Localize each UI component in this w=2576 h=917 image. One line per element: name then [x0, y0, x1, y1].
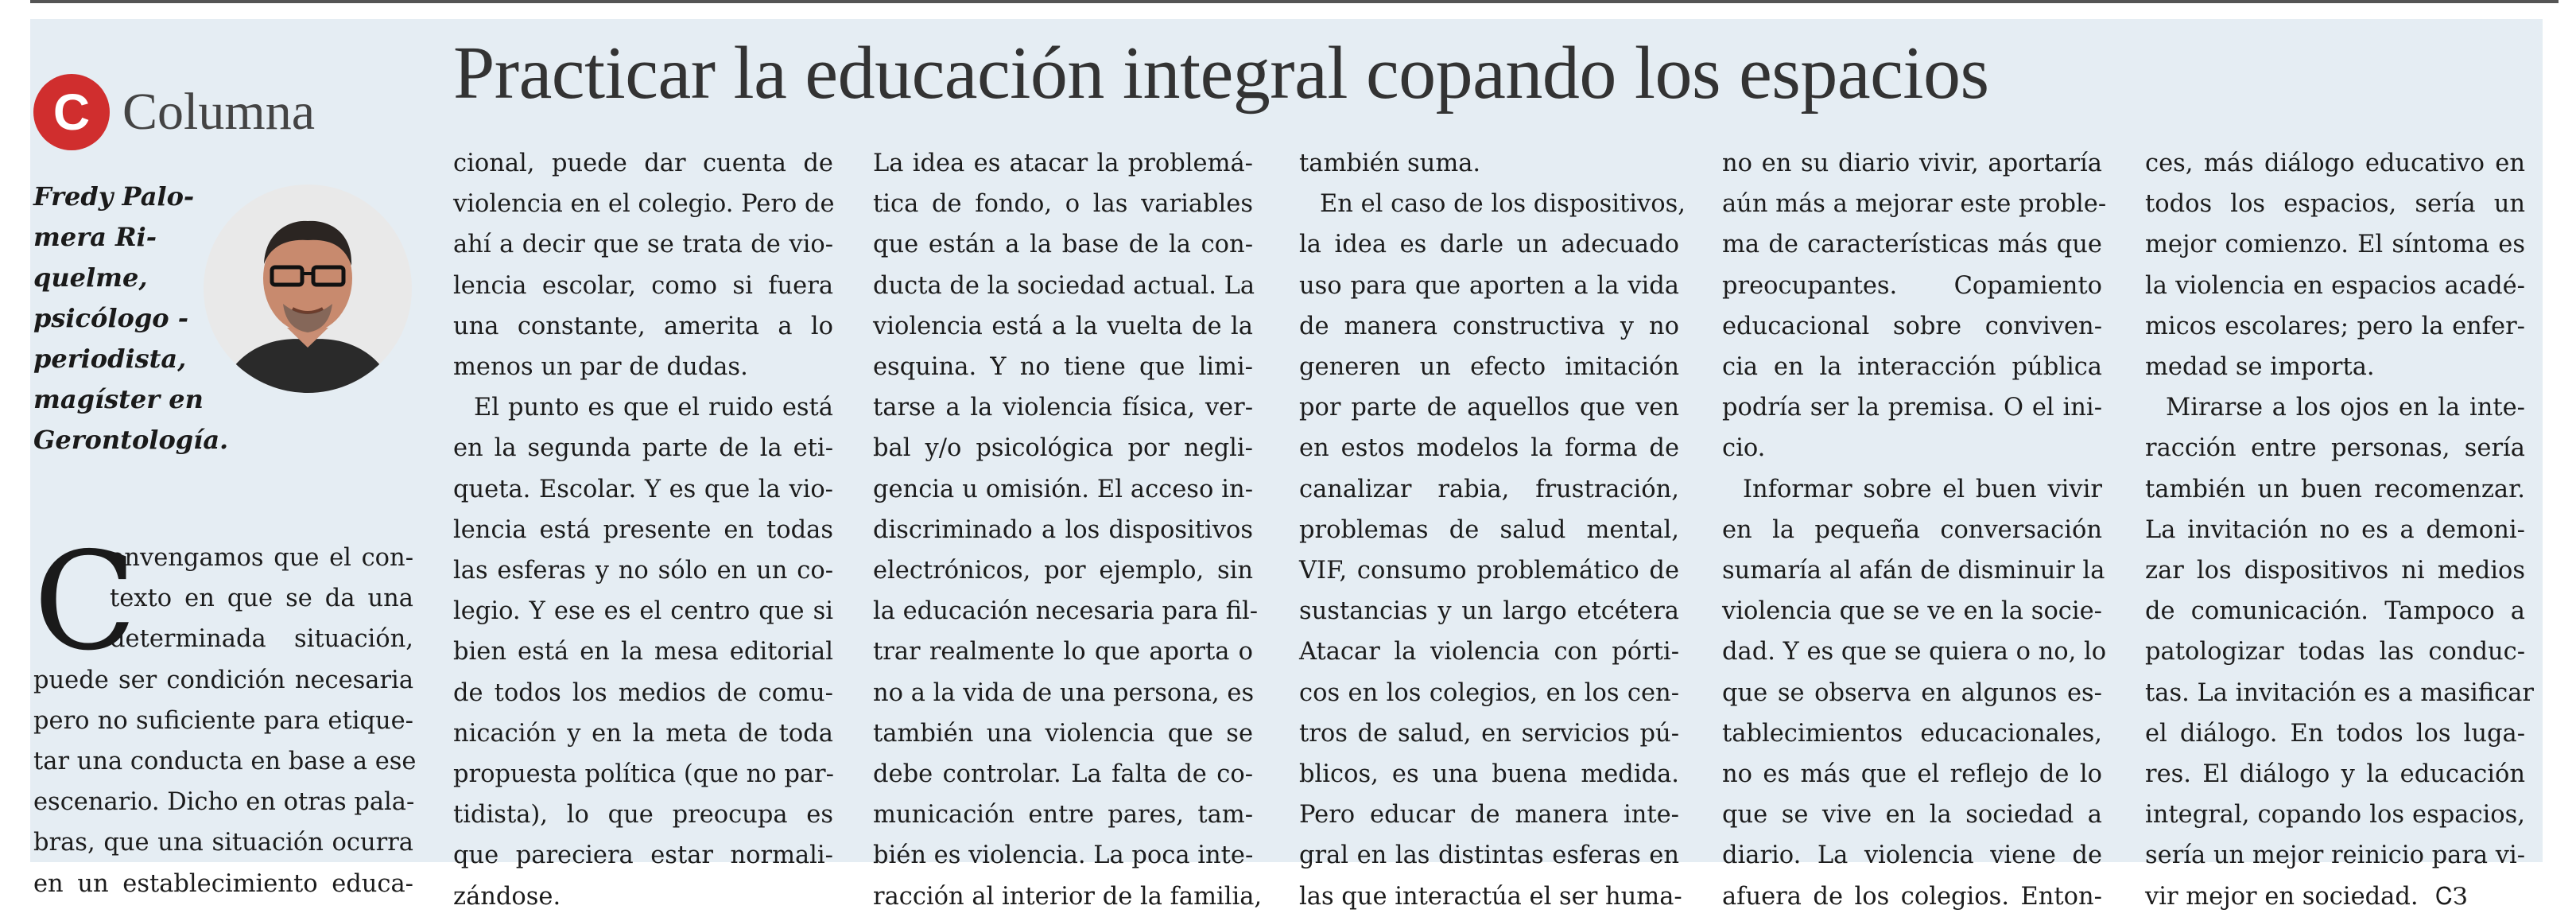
- article-text-line: no en su diario vivir, aportaría: [1722, 150, 2102, 177]
- author-byline-line: Fredy Palo-: [33, 181, 195, 212]
- section-badge-icon: C: [33, 74, 110, 150]
- article-text-line: en estos modelos la forma de: [1299, 434, 1679, 463]
- article-text-line: de manera constructiva y no: [1299, 312, 1679, 340]
- article-text-line: trar realmente lo que aporta o: [873, 638, 1253, 666]
- text-column-3: [873, 143, 1263, 917]
- article-text-line: VIF, consumo problemático de: [1299, 557, 1679, 585]
- top-rule: [30, 0, 2559, 3]
- article-text-line: en la pequeña conversación: [1722, 515, 2102, 544]
- article-text-line: que se observa en algunos es-: [1722, 678, 2102, 707]
- article-text-line: la educación necesaria para fil-: [873, 597, 1259, 626]
- article-text-line: micos escolares; pero la enfer-: [2145, 312, 2525, 340]
- author-byline-line: quelme,: [33, 262, 148, 293]
- article-text-line: problemas de salud mental,: [1299, 515, 1679, 544]
- article-text-line: pero no suficiente para etique-: [33, 706, 413, 735]
- article-text-line: Atacar la violencia con pórti-: [1299, 638, 1679, 666]
- article-text-line: en un establecimiento educa-: [33, 869, 413, 898]
- article-text-line: canalizar rabia, frustración,: [1299, 475, 1679, 503]
- text-column-6: [2145, 143, 2534, 917]
- article-text-line: res. El diálogo y la educación: [2145, 760, 2525, 789]
- article-text-line: La idea es atacar la problemá-: [873, 150, 1253, 177]
- article-text-line: no a la vida de una persona, es: [873, 678, 1255, 707]
- article-text-line: violencia en el colegio. Pero de: [453, 190, 835, 219]
- article-text-line: violencia está a la vuelta de la: [873, 312, 1253, 340]
- article-text-line: Informar sobre el buen vivir: [1743, 475, 2102, 503]
- article-text-line: también un buen recomenzar.: [2145, 475, 2525, 503]
- article-text-line: en la segunda parte de la eti-: [453, 434, 833, 463]
- article-text-line: preocupantes. Copamiento: [1722, 271, 2102, 300]
- article-text-line: de todos los medios de comu-: [453, 678, 833, 707]
- article-text-line: discriminado a los dispositivos: [873, 515, 1253, 544]
- article-text-line: determinada situación,: [110, 625, 413, 654]
- article-text-line: la violencia en espacios acadé-: [2145, 271, 2525, 300]
- article-text-line: tarse a la violencia física, ver-: [873, 394, 1253, 422]
- article-text-line: bal y/o psicológica por negli-: [873, 434, 1253, 463]
- article-text-line: podría ser la premisa. O el ini-: [1722, 394, 2102, 422]
- article-text-line: también suma.: [1299, 150, 1481, 177]
- article-text-line: sustancias y un largo etcétera: [1299, 597, 1679, 626]
- article-text-line: lencia escolar, como si fuera: [453, 271, 833, 300]
- article-text-line: tidista), lo que preocupa es: [453, 801, 833, 830]
- article-text-line: patologizar todas las conduc-: [2145, 638, 2525, 666]
- article-text-line: por parte de aquellos que ven: [1299, 394, 1679, 422]
- article-text-line: educacional sobre conviven-: [1722, 312, 2102, 340]
- article-text-line: bien está en la mesa editorial: [453, 638, 833, 666]
- article-text-line: que pareciera estar normali-: [453, 841, 833, 870]
- article-text-line: tica de fondo, o las variables: [873, 190, 1253, 219]
- article-text-line: tablecimientos educacionales,: [1722, 719, 2102, 748]
- article-text-line: Mirarse a los ojos en la inte-: [2166, 394, 2525, 422]
- article-text-line: legio. Y ese es el centro que si: [453, 597, 833, 626]
- article-text-line: gencia u omisión. El acceso in-: [873, 475, 1253, 503]
- text-column-5: [1722, 143, 2107, 917]
- article-text-line: uso para que aporten a la vida: [1299, 271, 1679, 300]
- article-text-line: violencia que se ve en la socie-: [1722, 597, 2102, 626]
- article-text-line: no es más que el reflejo de lo: [1722, 760, 2102, 789]
- article-text-line: dad. Y es que se quiera o no, lo: [1722, 638, 2107, 666]
- article-text-line: generen un efecto imitación: [1299, 353, 1679, 382]
- article-text-line: sumaría al afán de disminuir la: [1722, 557, 2105, 585]
- article-text-line: vir mejor en sociedad. ᏟЗ: [2145, 882, 2468, 911]
- article-text-line: zar los dispositivos ni medios: [2145, 557, 2525, 585]
- article-text-line: texto en que se da una: [110, 585, 413, 613]
- author-byline-line: psicólogo -: [33, 303, 189, 333]
- article-text-line: las esferas y no sólo en un co-: [453, 557, 833, 585]
- section-label: Columna: [122, 83, 315, 141]
- author-byline: [33, 177, 229, 460]
- article-text-line: bién es violencia. La poca inte-: [873, 841, 1254, 870]
- article-text-line: que están a la base de la con-: [873, 231, 1253, 259]
- article-text-line: cio.: [1722, 434, 1766, 463]
- article-text-line: ces, más diálogo educativo en: [2145, 150, 2525, 177]
- text-column-1: [33, 523, 417, 904]
- author-byline-line: Gerontología.: [33, 425, 229, 455]
- article-text-line: cional, puede dar cuenta de: [453, 150, 833, 177]
- article-text-line: una constante, amerita a lo: [453, 312, 833, 340]
- article-text-line: gral en las distintas esferas en: [1299, 841, 1679, 870]
- article-text-line: onvengamos que el con-: [110, 544, 413, 572]
- article-text-line: racción al interior de la familia,: [873, 882, 1263, 911]
- article-text-line: blicos, es una buena medida.: [1299, 760, 1679, 789]
- article-text-line: tas. La invitación es a masificar: [2145, 678, 2534, 707]
- article-text-line: zándose.: [453, 882, 561, 911]
- article-text-line: bras, que una situación ocurra: [33, 829, 413, 857]
- article-text-line: tros de salud, en servicios pú-: [1299, 719, 1679, 748]
- text-column-4: [1299, 143, 1686, 917]
- author-byline-line: magíster en: [33, 384, 204, 414]
- article-text-line: de comunicación. Tampoco a: [2145, 597, 2525, 626]
- article-text-line: El punto es que el ruido está: [474, 394, 833, 422]
- author-byline-line: mera Ri-: [33, 222, 157, 252]
- article-text-line: mejor comienzo. El síntoma es: [2145, 231, 2525, 259]
- article-text-line: esquina. Y no tiene que limi-: [873, 353, 1253, 382]
- article-text-line: el diálogo. En todos los luga-: [2145, 719, 2525, 748]
- article-text-line: municación entre pares, tam-: [873, 801, 1253, 830]
- article-text-line: cia en la interacción pública: [1722, 353, 2102, 382]
- author-portrait-icon: [204, 185, 412, 393]
- article-text-line: ducta de la sociedad actual. La: [873, 271, 1255, 300]
- article-text-line: Pero educar de manera inte-: [1299, 801, 1679, 830]
- section-tag: [33, 73, 315, 151]
- article-text-line: ma de características más que: [1722, 231, 2102, 259]
- article-text-line: propuesta política (que no par-: [453, 760, 834, 789]
- drop-cap: C: [33, 523, 138, 681]
- article-text-line: menos un par de dudas.: [453, 353, 748, 382]
- article-text-line: queta. Escolar. Y es que la vio-: [453, 475, 833, 503]
- article-text-line: En el caso de los dispositivos,: [1320, 190, 1686, 219]
- article-text-line: debe controlar. La falta de co-: [873, 760, 1253, 789]
- article-text-line: la idea es darle un adecuado: [1299, 231, 1679, 259]
- article-text-line: todos los espacios, sería un: [2145, 190, 2525, 219]
- article-text-line: cos en los colegios, en los cen-: [1299, 678, 1679, 707]
- article-text-line: electrónicos, por ejemplo, sin: [873, 557, 1253, 585]
- article-text-line: afuera de los colegios. Enton-: [1722, 882, 2102, 911]
- article-text-line: medad se importa.: [2145, 353, 2375, 382]
- author-photo: [204, 185, 412, 393]
- article-text-line: aún más a mejorar este proble-: [1722, 190, 2107, 219]
- article-text-line: puede ser condición necesaria: [33, 666, 413, 694]
- author-byline-line: periodista,: [33, 344, 187, 374]
- article-text-line: que se vive en la sociedad a: [1722, 801, 2102, 830]
- article-text-line: las que interactúa el ser huma-: [1299, 882, 1682, 911]
- article-text-line: racción entre personas, sería: [2145, 434, 2525, 463]
- article-text-line: diario. La violencia viene de: [1722, 841, 2102, 870]
- end-mark-icon: ᏟЗ: [2435, 882, 2468, 911]
- article-text-line: escenario. Dicho en otras pala-: [33, 788, 415, 817]
- article-text-line: tar una conducta en base a ese: [33, 748, 417, 776]
- text-column-2: [453, 143, 833, 917]
- article-text-line: también una violencia que se: [873, 719, 1253, 748]
- article-headline: Practicar la educación integral copando los espacios: [453, 32, 1989, 115]
- article-text-line: integral, copando los espacios,: [2145, 801, 2525, 830]
- article-text-line: nicación y en la meta de toda: [453, 719, 833, 748]
- article-text-line: lencia está presente en todas: [453, 515, 833, 544]
- article-text-line: La invitación no es a demoni-: [2145, 515, 2525, 544]
- article-text-line: ahí a decir que se trata de vio-: [453, 231, 833, 259]
- article-text-line: sería un mejor reinicio para vi-: [2145, 841, 2526, 870]
